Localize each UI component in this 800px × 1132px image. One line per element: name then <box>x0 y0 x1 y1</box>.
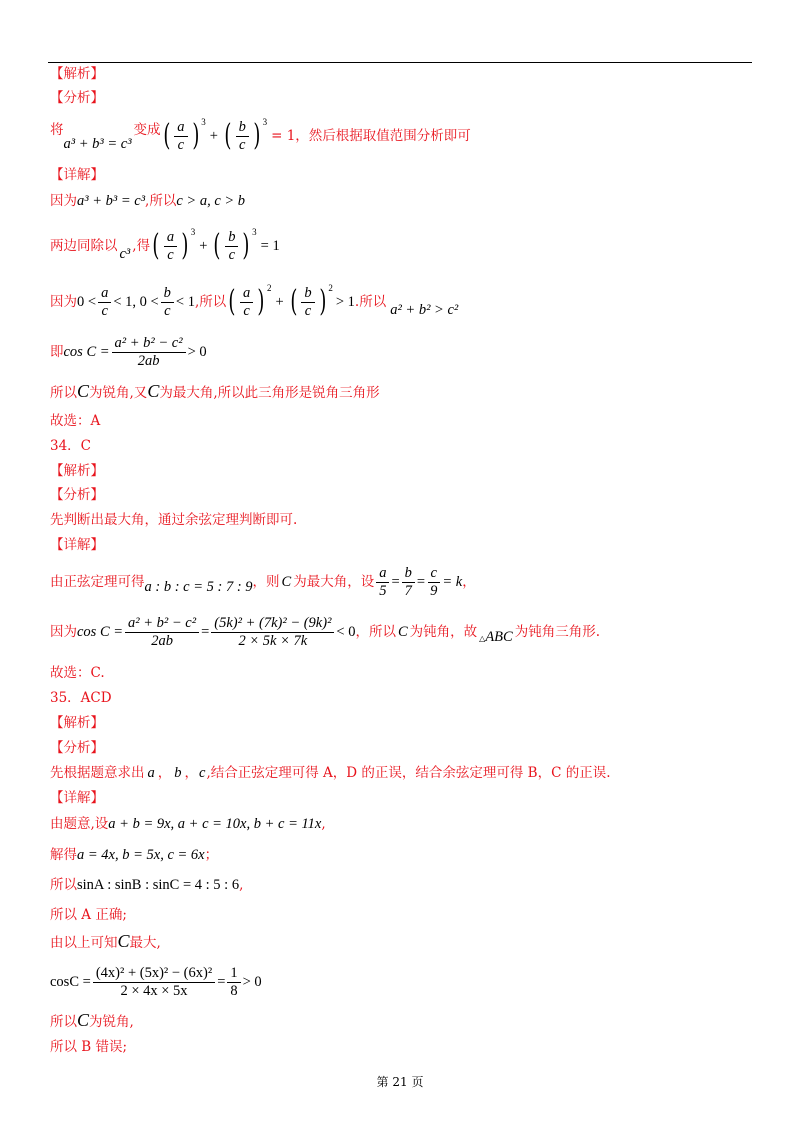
label-jiexi: 【解析】 <box>50 715 104 731</box>
text: 因为 <box>50 294 77 310</box>
math: > 1 <box>335 294 355 310</box>
text: 变成 <box>133 122 161 138</box>
math: c > a, c > b <box>176 193 246 209</box>
text: ,所以 <box>194 294 227 310</box>
text: = 1，然后根据取值范围分析即可 <box>271 128 471 144</box>
label-xiangjie: 【详解】 <box>50 167 104 183</box>
label-jiexi: 【解析】 <box>50 463 104 479</box>
numerator: b <box>236 120 249 137</box>
denominator: c <box>239 136 246 153</box>
text: 即 <box>50 344 64 360</box>
text: ,得 <box>132 238 151 254</box>
q35-line8: 所以 B 错误; <box>50 1039 128 1055</box>
math: = 1 <box>260 238 280 254</box>
q35-line2: 解得a = 4x, b = 5x, c = 6x； <box>50 847 219 863</box>
q34-heading: 34．C <box>50 438 92 454</box>
q34-fenxi: 先判断出最大角，通过余弦定理判断即可. <box>50 512 298 528</box>
q35-line7: 所以C为锐角, <box>50 1010 134 1030</box>
page-footer: 第 21 页 <box>376 1075 424 1089</box>
text: 两边同除以 <box>50 238 118 254</box>
label-fenxi: 【分析】 <box>50 487 104 503</box>
q35-line3: 所以sinA : sinB : sinC = 4 : 5 : 6, <box>50 877 244 893</box>
numerator: a <box>174 120 187 137</box>
text: ,所以 <box>145 193 177 209</box>
q33-answer: 故选：A <box>50 413 101 429</box>
q35-line4: 所以 A 正确; <box>50 907 127 923</box>
math: < 1 <box>175 294 195 310</box>
q35-line1: 由题意,设a + b = 9x, a + c = 10x, b + c = 11x, <box>50 816 326 832</box>
q33-line3: 因为 0 < $\frac{a}{c}$ < 1, 0 < $\frac{b}{c}$ < 1 ,所以 ( $\frac{a}{c}$ ) 2 + ( $\frac{b}{c}$ ) 2 > 1 .所以 a² + b² > c² <box>50 283 459 319</box>
q33-fenxi <box>50 116 471 156</box>
q33-line4: 即 cos C = $\frac{\text{a² + b² − c²}}{2ab}$ > 0 <box>50 334 207 369</box>
fraction-group: ( $\frac{a}{c}$ ) 3 + ( $\frac{b}{c}$ ) 3 <box>152 227 257 263</box>
math: < 1, 0 < <box>113 294 159 310</box>
text: 将 <box>50 122 64 138</box>
text: .所以 <box>354 294 387 310</box>
math: c³ <box>119 246 131 262</box>
q33-line2 <box>50 226 280 266</box>
math: 0 < <box>77 294 97 310</box>
math: cos C = <box>63 344 110 360</box>
q35-heading: 35．ACD <box>50 690 112 706</box>
q35-line5: 由以上可知C最大, <box>50 931 161 951</box>
q34-line1: 由正弦定理可得 a : b : c = 5 : 7 : 9 ，则 C 为最大角，设 $\frac{a}{5}$ = $\frac{b}{7}$ = $\frac{c}{9}$ = k ， <box>50 564 476 599</box>
math: a³ + b³ = c³ <box>63 136 132 152</box>
q34-line2: 因为 cos C = $\frac{\text{a² + b² − c²}}{2ab}$ = $\frac{\text{(5k)² + (7k)² − (9k)²}}{2 \times 5k \times 7k}$ < 0 ，所以 C 为钝角，故 △ABC 为钝角三角形. <box>50 614 600 649</box>
header-rule <box>48 62 752 63</box>
math: > 0 <box>187 344 207 360</box>
math: a² + b² > c² <box>390 302 459 318</box>
q33-line5: 所以C为锐角,又C为最大角,所以此三角形是锐角三角形 <box>50 381 380 401</box>
denominator: c <box>177 136 185 153</box>
q35-line6: cosC = $\frac{\text{(4x)² + (5x)² − (6x)²}}{2 \times 4x \times 5x}$ = $\frac{1}{8}$ > 0 <box>50 964 262 999</box>
label-xiangjie: 【详解】 <box>50 537 104 553</box>
q35-fenxi: 先根据题意求出 a ， b ，c,结合正弦定理可得 A，D 的正误，结合余弦定理可得 B，C 的正误. <box>50 765 611 781</box>
label-xiangjie: 【详解】 <box>50 790 104 806</box>
label-fenxi: 【分析】 <box>50 90 104 106</box>
q34-answer: 故选：C. <box>50 665 105 681</box>
text: 因为 <box>50 193 77 209</box>
q33-line1 <box>50 193 245 209</box>
fraction-group: ( $\frac{a}{c}$ ) 2 + ( $\frac{b}{c}$ ) 2 <box>228 283 333 319</box>
label-jiexi: 【解析】 <box>50 66 104 82</box>
math: a³ + b³ = c³ <box>77 193 146 209</box>
fraction-group: ( $\frac{a}{c}$ ) 3 + ( $\frac{b}{c}$ ) 3 <box>162 117 268 153</box>
label-fenxi: 【分析】 <box>50 740 104 756</box>
